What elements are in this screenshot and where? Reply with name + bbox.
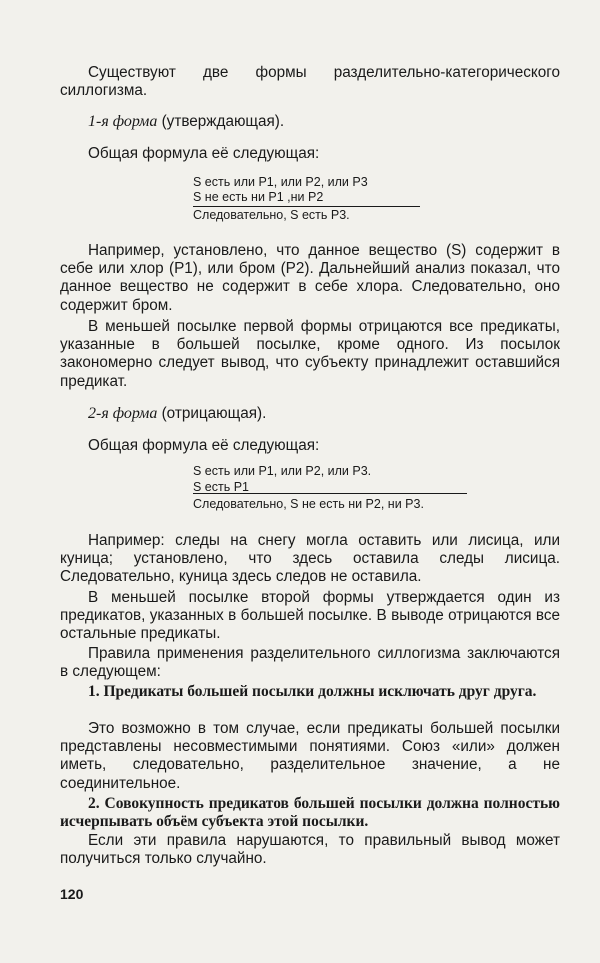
form1-premise-major: S есть или P1, или P2, или P3 [193,175,368,189]
rule2-title: 2. Совокупность предикатов большей посылки должна полностью исчерпывать объём субъекта этой посылки. [60,795,560,831]
rules-intro: Правила применения разделительного силлогизма заключаются в следующем: [60,645,560,681]
form2-heading-desc: (отрицающая). [157,405,267,422]
intro-paragraph: Существуют две формы разделительно-категорического силлогизма. [60,64,560,100]
form2-heading-label: 2-я форма [88,405,158,422]
form1-example: Например, установлено, что данное вещество (S) содержит в себе или хлор (P1), или бром (P2). Дальнейший анализ показал, что данное вещество не содержит в себе хлора. Следовательно, оно содержит бром. [60,242,560,314]
form1-formula-intro: Общая формула её следующая: [88,145,320,162]
rule2-text: Если эти правила нарушаются, то правильный вывод может получиться только случайно. [60,832,560,868]
form1-heading [60,113,560,131]
form2-divider [193,493,467,494]
form1-heading-desc: (утверждающая). [157,113,285,130]
form2-formula-intro: Общая формула её следующая: [88,437,320,454]
rule1-text: Это возможно в том случае, если предикаты большей посылки представлены несовместимыми понятиями. Союз «или» должен иметь, следовательно, разделительное значение, а не соединительное. [60,720,560,792]
form1-heading-label: 1-я форма [88,113,158,130]
form2-explanation: В меньшей посылке второй формы утверждается один из предикатов, указанных в большей посылке. В выводе отрицаются все остальные предикаты. [60,589,560,643]
form1-premise-minor: S не есть ни P1 ,ни P2 [193,190,324,204]
form2-heading [60,405,560,423]
form1-conclusion: Следовательно, S есть P3. [193,208,350,222]
form2-example: Например: следы на снегу могла оставить или лисица, или куница; установлено, что здесь оставила следы лисица. Следовательно, куница здесь следов не оставила. [60,532,560,586]
page-number: 120 [60,886,84,902]
form2-premise-major: S есть или P1, или P2, или P3. [193,464,372,478]
form2-premise-minor: S есть P1 [193,480,250,494]
form1-explanation: В меньшей посылке первой формы отрицаются все предикаты, указанные в большей посылке, кроме одного. Из посылок закономерно следует вывод, что субъекту принадлежит оставшийся предикат. [60,318,560,390]
form1-divider [193,206,420,207]
rule1-title: 1. Предикаты большей посылки должны исключать друг друга. [88,683,537,700]
form2-conclusion: Следовательно, S не есть ни P2, ни P3. [193,497,424,511]
